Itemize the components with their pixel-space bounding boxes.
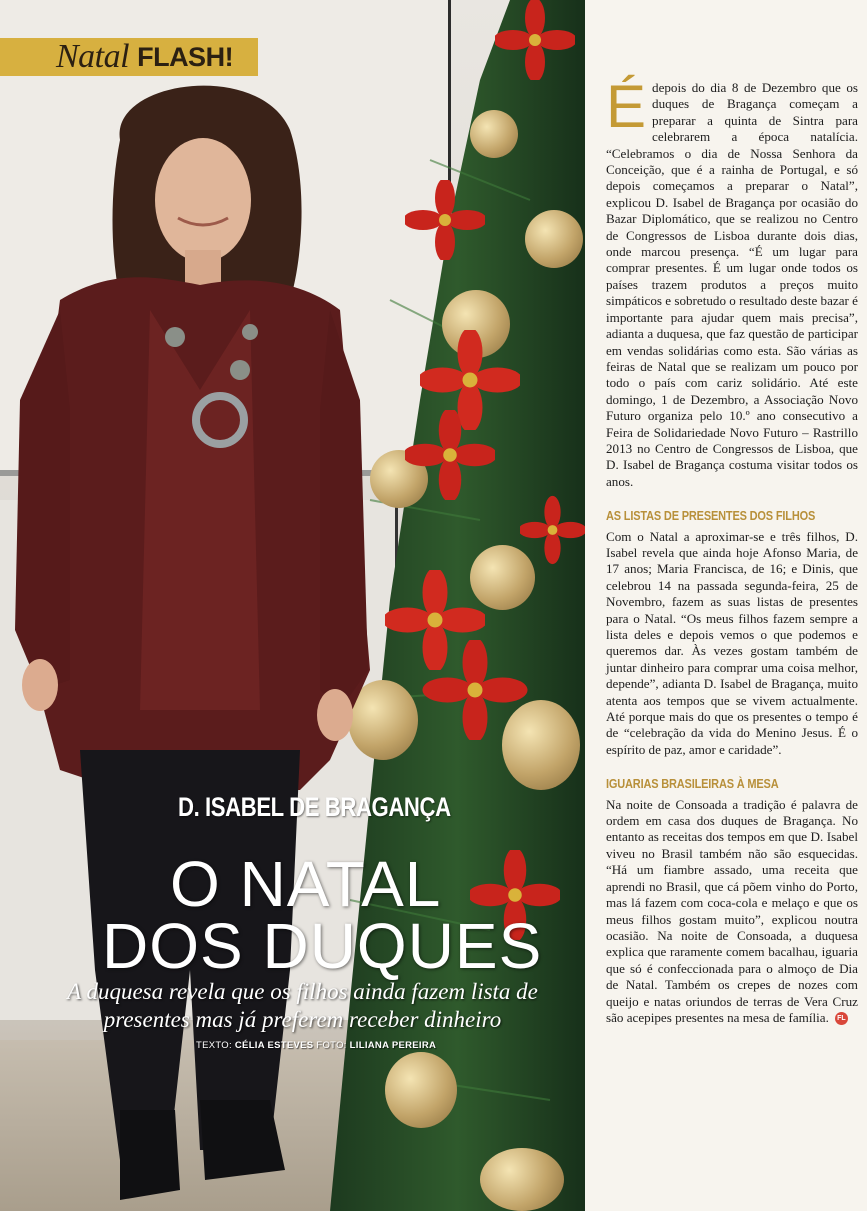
- section-body-gift-lists: Com o Natal a aproximar-se e três filhos, D. Isabel revela que ainda hoje Afonso Maria, de 17 anos; Maria Francisca, de 16; e Dinis, que celebrou 14 na passada segunda-feira, 25 de Novembro, fazem as suas listas de presentes para o Natal. “Os meus filhos fazem sempre a lista deles e depois vemos o que podemos e queremos dar. Às vezes gostam também de juntar dinheiro para comprar uma coisa melhor, depende”, adianta D. Isabel de Bragança, muito atenta aos tempos que se vivem actualmente. Até porque mais do que os presentes o tempo é de “celebração da vida do Menino Jesus. É o espírito de paz, amor e caridade”.: [606, 528, 858, 757]
- ornament-ball: [385, 1052, 457, 1128]
- banner-natal: Natal: [56, 38, 130, 75]
- section-body-brazilian-dishes-text: Na noite de Consoada a tradição é palavra de ordem em casa dos duques de Bragança. No entanto as receitas dos tempos em que D. Isabel viveu no Brasil também não são esquecidas. “Há um fiambre assado, uma receita que aprendi no Brasil, que cá põem vinho do Porto, mas lá fazem com coca-cola e melaço e que os meus filhos gostam muito”, explicou noutra ocasião. Na noite de Consoada, a duquesa explica que raramente comem bacalhau, iguaria que só é confeccionada para o almoço de Dia de Natal. Também os crepes de nozes com queijo e natas oriundos de terras de Vera Cruz são acepipes presentes na mesa de família.: [606, 796, 858, 1025]
- article-column: [606, 73, 858, 1026]
- byline-credits: [196, 1040, 436, 1051]
- credit-photo-label: FOTO:: [316, 1040, 347, 1051]
- section-body-brazilian-dishes: [606, 797, 858, 1027]
- end-mark-icon: FL: [835, 1012, 848, 1025]
- headline-title-line-1: O NATAL: [170, 848, 442, 920]
- poinsettia-flower: [405, 180, 485, 260]
- headline-kicker: D. ISABEL DE BRAGANÇA: [178, 792, 451, 822]
- credit-text-label: TEXTO:: [196, 1040, 232, 1051]
- poinsettia-flower: [495, 0, 575, 80]
- headline-title-line-2: DOS DUQUES: [102, 910, 543, 982]
- banner-flash: FLASH!: [137, 41, 234, 72]
- poinsettia-flower: [405, 410, 495, 500]
- article-intro-paragraph: [606, 73, 858, 490]
- article-intro-text: depois do dia 8 de Dezembro que os duques de Bragança começam a preparar a quinta de Sintra para celebrarem a época natalícia. “Celebramos o dia de Nossa Senhora da Conceição, que é a rainha de Portugal, e só depois começamos a preparar o Natal”, explicou D. Isabel de Bragança por ocasião do Bazar Diplomático, que se realizou no Centro de Congressos de Lisboa durante dois dias, onde marcou presença. “É um lugar para comprar presentes. É um lugar onde todos os países trazem produtos a preços muito simpáticos e sobretudo o resultado deste bazar é importante para ajudar quem mais precisa”, adianta a duquesa, que faz questão de participar em vendas solidárias como esta. São várias as feiras de Natal que se realizam um pouco por todo o país com cariz solidário. Até este domingo, 1 de Dezembro, a Associação Novo Futuro organiza pelo 10.º ano consecutivo a Feira de Solidariedade Novo Futuro – Rastrillo 2013 no Centro de Congressos de Lisboa, que D. Isabel de Bragança costuma visitar todos os anos.: [606, 80, 858, 489]
- headline-subtitle: A duquesa revela que os filhos ainda fazem lista de presentes mas já preferem receber dinheiro: [67, 979, 538, 1032]
- poinsettia-flower: [420, 640, 530, 740]
- credit-photo-author: LILIANA PEREIRA: [349, 1040, 437, 1051]
- poinsettia-flower: [520, 480, 585, 580]
- ornament-ball: [525, 210, 583, 268]
- section-banner: [0, 38, 258, 76]
- section-heading-gift-lists: AS LISTAS DE PRESENTES DOS FILHOS: [606, 509, 816, 524]
- drop-cap: É: [606, 73, 647, 140]
- ornament-ball: [480, 1148, 564, 1211]
- credit-text-author: CÉLIA ESTEVES: [234, 1040, 314, 1051]
- section-heading-brazilian-dishes: IGUARIAS BRASILEIRAS À MESA: [606, 777, 779, 792]
- ornament-ball: [470, 110, 518, 158]
